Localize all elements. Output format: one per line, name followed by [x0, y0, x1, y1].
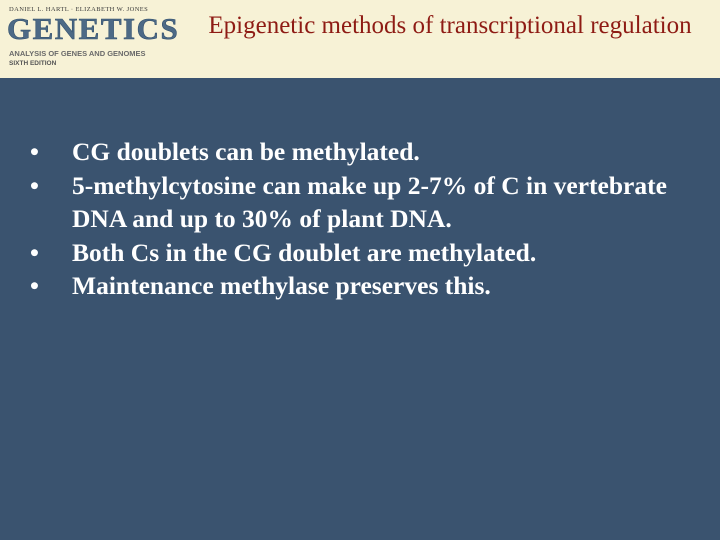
- logo-edition: SIXTH EDITION: [9, 60, 57, 67]
- book-logo: [7, 6, 183, 70]
- logo-authors: DANIEL L. HARTL · ELIZABETH W. JONES: [9, 6, 149, 13]
- bullet-icon: •: [30, 137, 39, 166]
- bullet-item: [30, 169, 690, 236]
- bullet-text: Maintenance methylase preserves this.: [72, 271, 491, 300]
- bullet-text: CG doublets can be methylated.: [72, 137, 420, 166]
- bullet-icon: •: [30, 237, 39, 267]
- logo-wordmark: GENETICS: [7, 11, 180, 46]
- bullet-item: [30, 135, 690, 169]
- bullet-icon: •: [30, 170, 39, 200]
- slide-title: Epigenetic methods of transcriptional regulation: [208, 12, 692, 39]
- logo-subtitle: ANALYSIS OF GENES AND GENOMES: [9, 49, 146, 58]
- bullet-text: Both Cs in the CG doublet are methylated.: [72, 237, 537, 267]
- bullet-icon: •: [30, 271, 39, 300]
- header-band: [0, 0, 720, 78]
- bullet-item: [30, 236, 690, 270]
- bullet-text: 5-methylcytosine can make up 2-7% of C in vertebrate DNA and up to 30% of plant DNA.: [72, 170, 667, 233]
- bullet-list: [30, 135, 690, 303]
- bullet-item: [30, 269, 690, 303]
